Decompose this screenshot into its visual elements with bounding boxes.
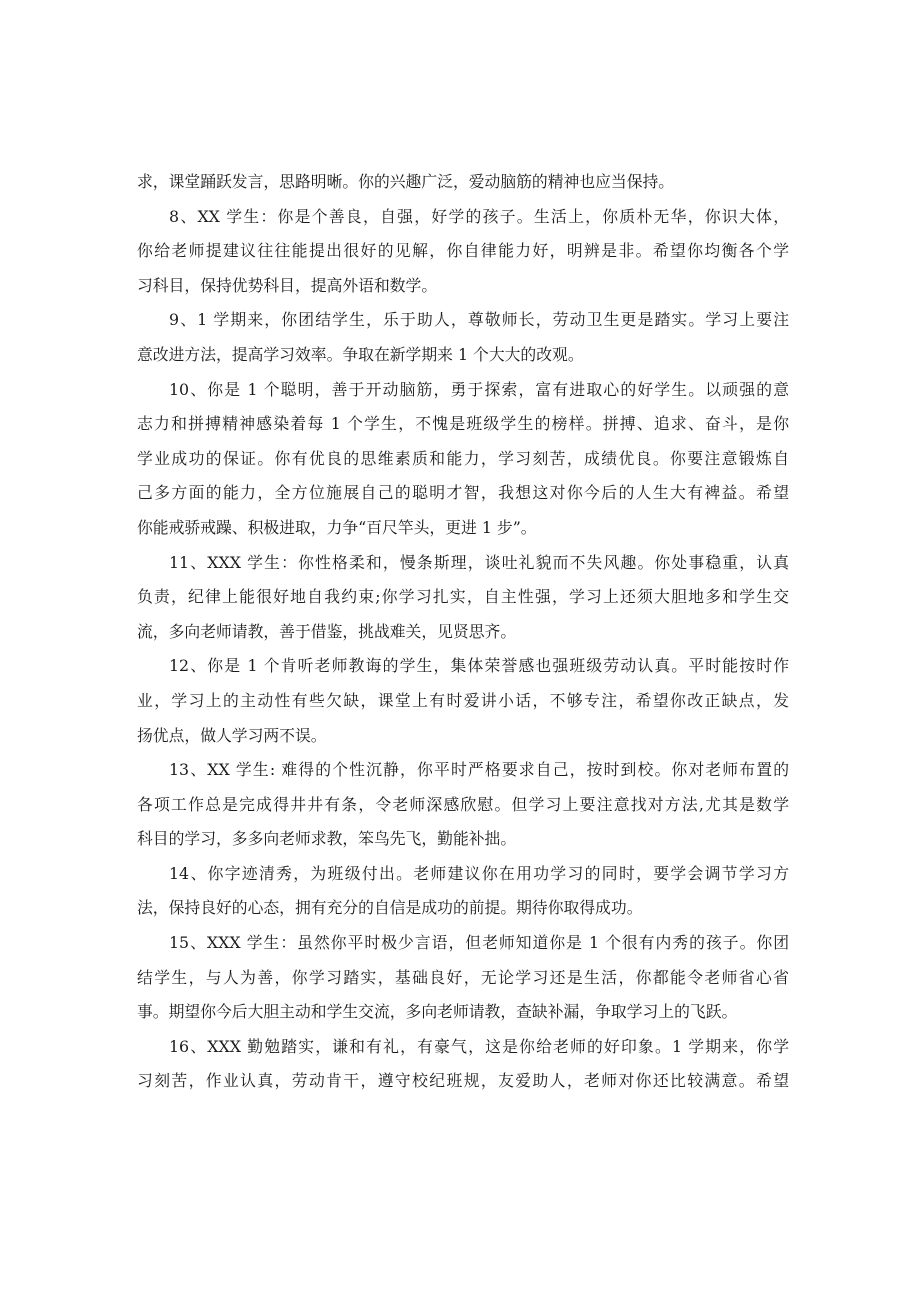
paragraph xyxy=(137,165,789,200)
text-line: 你能戒骄戒躁、积极进取，力争“百尺竿头，更进 1 步”。 xyxy=(137,517,537,537)
text-line: 10、你是 1 个聪明，善于开动脑筋，勇于探索，富有进取心的好学生。以顽强的意 xyxy=(169,379,789,399)
text-line: 流，多向老师请教，善于借鉴，挑战难关，见贤思齐。 xyxy=(137,621,517,641)
text-line: 求，课堂踊跃发言，思路明晰。你的兴趣广泛，爱动脑筋的精神也应当保持。 xyxy=(137,172,675,191)
paragraph xyxy=(137,200,789,304)
text-line: 业，学习上的主动性有些欠缺，课堂上有时爱讲小话，不够专注，希望你改正缺点，发 xyxy=(137,690,789,710)
paragraph xyxy=(137,753,789,857)
text-line: 结学生，与人为善，你学习踏实，基础良好，无论学习还是生活，你都能令老师省心省 xyxy=(137,967,789,987)
paragraph xyxy=(137,373,789,546)
text-line: 你给老师提建议往往能提出很好的见解，你自律能力好，明辨是非。希望你均衡各个学 xyxy=(137,241,789,261)
text-line: 各项工作总是完成得井井有条，令老师深感欣慰。但学习上要注意找对方法,尤其是数学 xyxy=(137,794,789,814)
text-line: 11、XXX 学生：你性格柔和，慢条斯理，谈吐礼貌而不失风趣。你处事稳重，认真 xyxy=(169,552,789,572)
paragraph xyxy=(137,649,789,753)
text-line: 己多方面的能力，全方位施展自己的聪明才智，我想这对你今后的人生大有裨益。希望 xyxy=(137,483,789,503)
text-line: 学业成功的保证。你有优良的思维素质和能力，学习刻苦，成绩优良。你要注意锻炼自 xyxy=(137,448,789,468)
paragraph xyxy=(137,546,789,650)
text-line: 13、XX 学生: 难得的个性沉静，你平时严格要求自己，按时到校。你对老师布置的 xyxy=(169,760,789,780)
text-line: 志力和拼搏精神感染着每 1 个学生，不愧是班级学生的榜样。拼搏、追求、奋斗，是你 xyxy=(137,414,789,434)
text-line: 16、XXX 勤勉踏实，谦和有礼，有豪气，这是你给老师的好印象。1 学期来，你学 xyxy=(169,1036,789,1056)
text-line: 习刻苦，作业认真，劳动肯干，遵守校纪班规，友爱助人，老师对你还比较满意。希望 xyxy=(137,1071,789,1091)
paragraph xyxy=(137,926,789,1030)
text-line: 9、1 学期来，你团结学生，乐于助人，尊敬师长，劳动卫生更是踏实。学习上要注 xyxy=(169,310,789,330)
text-line: 事。期望你今后大胆主动和学生交流，多向老师请教，查缺补漏，争取学习上的飞跃。 xyxy=(137,1002,738,1022)
paragraph xyxy=(137,303,789,372)
paragraph xyxy=(137,857,789,926)
text-line: 15、XXX 学生：虽然你平时极少言语，但老师知道你是 1 个很有内秀的孩子。你团 xyxy=(169,933,789,953)
text-line: 习科目，保持优势科目，提高外语和数学。 xyxy=(137,275,438,295)
text-line: 科目的学习，多多向老师求教，笨鸟先飞，勤能补拙。 xyxy=(137,829,517,849)
text-line: 14、你字迹清秀，为班级付出。老师建议你在用功学习的同时，要学会调节学习方 xyxy=(169,863,789,883)
text-line: 负责，纪律上能很好地自我约束;你学习扎实，自主性强，学习上还须大胆地多和学生交 xyxy=(137,587,789,607)
text-line: 8、XX 学生：你是个善良，自强，好学的孩子。生活上，你质朴无华，你识大体， xyxy=(169,206,789,226)
text-line: 12、你是 1 个肯听老师教诲的学生，集体荣誉感也强班级劳动认真。平时能按时作 xyxy=(169,656,789,676)
paragraph xyxy=(137,1030,789,1099)
text-line: 扬优点，做人学习两不误。 xyxy=(137,725,327,745)
text-line: 意改进方法，提高学习效率。争取在新学期来 1 个大大的改观。 xyxy=(137,344,584,364)
text-line: 法，保持良好的心态，拥有充分的自信是成功的前提。期待你取得成功。 xyxy=(137,898,643,918)
document-body xyxy=(137,165,789,1099)
